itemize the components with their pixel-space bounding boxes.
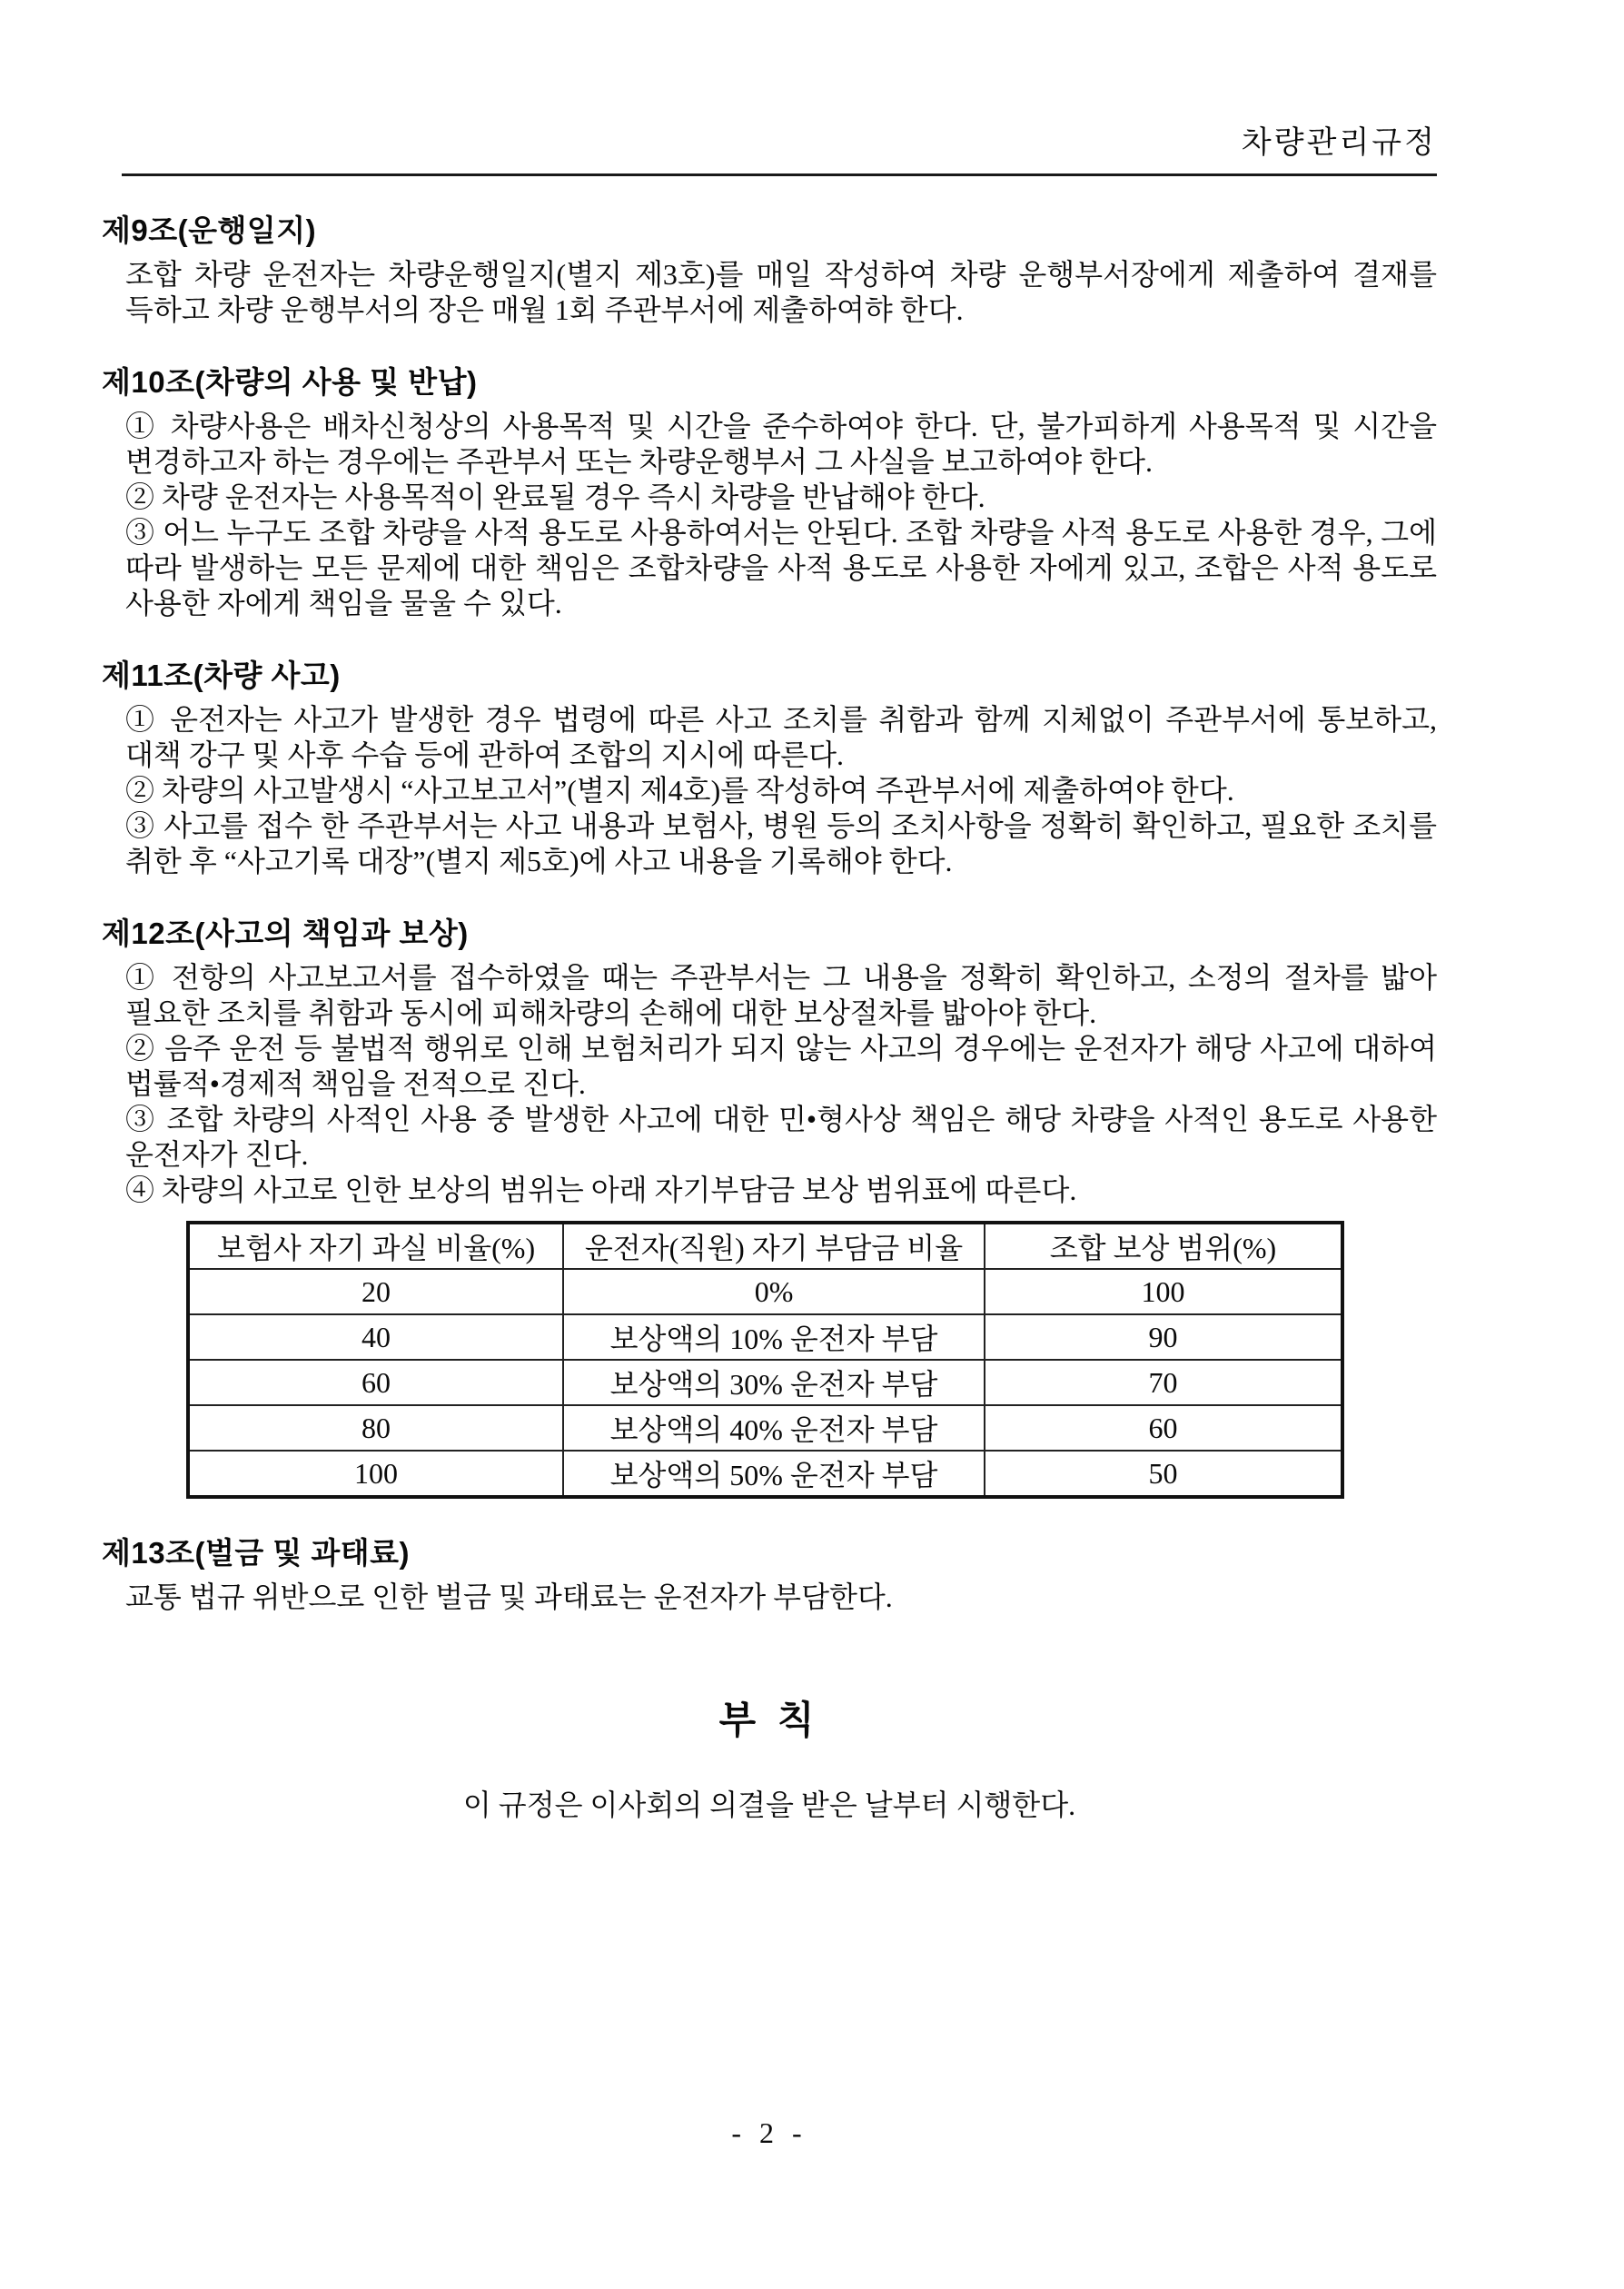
- table-cell: 50: [985, 1451, 1342, 1497]
- table-cell: 60: [188, 1360, 563, 1405]
- table-header-fault-ratio: 보험사 자기 과실 비율(%): [188, 1223, 563, 1269]
- compensation-table-head: [188, 1223, 1342, 1269]
- section-article-12: [102, 916, 1437, 1499]
- article-12-clause-4: ④ 차량의 사고로 인한 보상의 범위는 아래 자기부담금 보상 범위표에 따른다.: [125, 1174, 1077, 1206]
- article-11-clause-1: ① 운전자는 사고가 발생한 경우 법령에 따른 사고 조치를 취함과 함께 지체없이 주관부서에 통보하고, 대책 강구 및 사후 수습 등에 관하여 조합의 지시에 따른다.: [125, 703, 1437, 771]
- compensation-table: [186, 1221, 1344, 1499]
- article-9-heading: 제9조(운행일지): [102, 213, 317, 247]
- compensation-table-wrapper: [186, 1221, 1437, 1499]
- article-10-clause-1: ① 차량사용은 배차신청상의 사용목적 및 시간을 준수하여야 한다. 단, 불가피하게 사용목적 및 시간을 변경하고자 하는 경우에는 주관부서 또는 차량운행부서 그 사실을 보고하여야 한다.: [125, 410, 1437, 478]
- article-10-heading: 제10조(차량의 사용 및 반납): [102, 365, 478, 399]
- section-article-13: [102, 1535, 1437, 1615]
- table-cell: 보상액의 30% 운전자 부담: [563, 1360, 985, 1405]
- article-12-heading: 제12조(사고의 책임과 보상): [102, 917, 469, 950]
- article-12-clause-2: ② 음주 운전 등 불법적 행위로 인해 보험처리가 되지 않는 사고의 경우에는 운전자가 해당 사고에 대하여 법률적•경제적 책임을 전적으로 진다.: [125, 1032, 1437, 1100]
- table-cell: 70: [985, 1360, 1342, 1405]
- article-13-heading: 제13조(벌금 및 과태료): [102, 1536, 411, 1570]
- page-number: - 2 -: [731, 2116, 807, 2149]
- table-cell: 보상액의 50% 운전자 부담: [563, 1451, 985, 1497]
- article-10-clause-3: ③ 어느 누구도 조합 차량을 사적 용도로 사용하여서는 안된다. 조합 차량을 사적 용도로 사용한 경우, 그에 따라 발생하는 모든 문제에 대한 책임은 조합차량을 사적 용도로 사용한 자에게 있고, 조합은 사적 용도로 사용한 자에게 책임을 물울 수 있다.: [125, 516, 1437, 619]
- compensation-table-body: [188, 1269, 1342, 1497]
- table-cell: 20: [188, 1269, 563, 1314]
- table-row: [188, 1405, 1342, 1451]
- table-cell: 100: [188, 1451, 563, 1497]
- article-10-clause-2: ② 차량 운전자는 사용목적이 완료될 경우 즉시 차량을 반납해야 한다.: [125, 481, 985, 513]
- table-row: [188, 1451, 1342, 1497]
- table-cell: 40: [188, 1314, 563, 1360]
- addendum-title: 부 칙: [718, 1699, 820, 1741]
- table-row: [188, 1269, 1342, 1314]
- article-11-clause-2: ② 차량의 사고발생시 “사고보고서”(별지 제4호)를 작성하여 주관부서에 제출하여야 한다.: [125, 774, 1234, 807]
- section-article-10: [102, 364, 1437, 621]
- addendum-body: 이 규정은 이사회의 의결을 받은 날부터 시행한다.: [462, 1789, 1076, 1821]
- section-article-9: [102, 213, 1437, 328]
- table-cell: 100: [985, 1269, 1342, 1314]
- header-title: 차량관리규정: [1241, 126, 1437, 160]
- table-header-driver-burden: 운전자(직원) 자기 부담금 비율: [563, 1223, 985, 1269]
- article-13-paragraph: 교통 법규 위반으로 인한 벌금 및 과태료는 운전자가 부담한다.: [125, 1580, 893, 1613]
- header-rule: [122, 173, 1437, 176]
- table-cell: 0%: [563, 1269, 985, 1314]
- article-12-clause-3: ③ 조합 차량의 사적인 사용 중 발생한 사고에 대한 민•형사상 책임은 해당 차량을 사적인 용도로 사용한 운전자가 진다.: [125, 1103, 1437, 1171]
- table-cell: 60: [985, 1405, 1342, 1451]
- section-article-11: [102, 658, 1437, 879]
- table-header-union-coverage: 조합 보상 범위(%): [985, 1223, 1342, 1269]
- table-row: [188, 1360, 1342, 1405]
- table-cell: 보상액의 40% 운전자 부담: [563, 1405, 985, 1451]
- article-12-clause-1: ① 전항의 사고보고서를 접수하였을 때는 주관부서는 그 내용을 정확히 확인하고, 소정의 절차를 밟아 필요한 조치를 취함과 동시에 피해차량의 손해에 대한 보상절차를 밟아야 한다.: [125, 961, 1437, 1029]
- article-11-clause-3: ③ 사고를 접수 한 주관부서는 사고 내용과 보험사, 병원 등의 조치사항을 정확히 확인하고, 필요한 조치를 취한 후 “사고기록 대장”(별지 제5호)에 사고 내용을 기록해야 한다.: [125, 809, 1437, 877]
- article-11-heading: 제11조(차량 사고): [102, 659, 341, 692]
- section-addendum: [102, 1699, 1437, 1823]
- table-row: [188, 1314, 1342, 1360]
- table-cell: 80: [188, 1405, 563, 1451]
- table-cell: 90: [985, 1314, 1342, 1360]
- page-header: [102, 0, 1437, 162]
- table-cell: 보상액의 10% 운전자 부담: [563, 1314, 985, 1360]
- article-9-paragraph: 조합 차량 운전자는 차량운행일지(별지 제3호)를 매일 작성하여 차량 운행부서장에게 제출하여 결재를 득하고 차량 운행부서의 장은 매월 1회 주관부서에 제출하여햐 한다.: [125, 258, 1437, 326]
- table-header-row: [188, 1223, 1342, 1269]
